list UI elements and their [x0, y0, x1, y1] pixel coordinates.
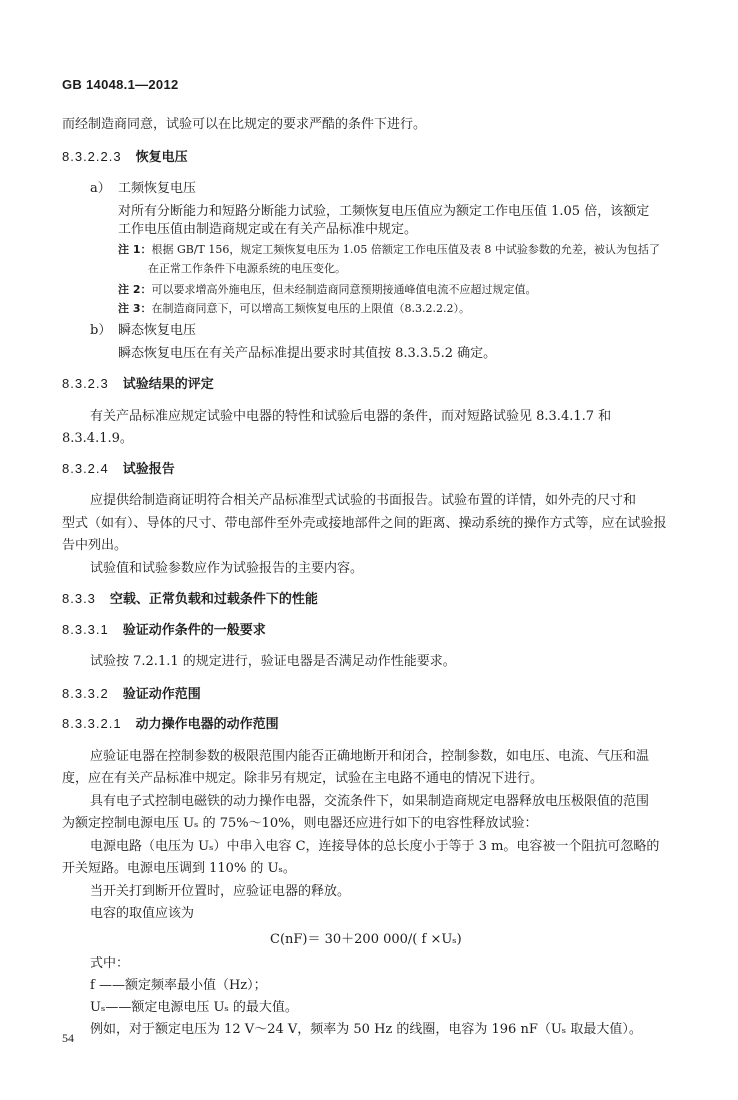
paragraph-line: 电容的取值应该为: [90, 906, 195, 921]
paragraph-line: 瞬态恢复电压在有关产品标准提出要求时其值按 8.3.3.5.2 确定。: [118, 346, 497, 361]
paragraph-line: 对所有分断能力和短路分断能力试验，工频恢复电压值应为额定工作电压值 1.05 倍，该额定: [118, 204, 650, 219]
paragraph-line: 有关产品标准应规定试验中电器的特性和试验后电器的条件，而对短路试验见 8.3.4.1.7 和: [90, 409, 612, 424]
section-number: 8.3.2.4: [62, 461, 109, 476]
note-label: 注 1：: [118, 243, 152, 256]
paragraph-line: 应提供给制造商证明符合相关产品标准型式试验的书面报告。试验布置的详情，如外壳的尺寸和: [90, 493, 637, 508]
paragraph-line: 8.3.4.1.9。: [62, 431, 133, 446]
paragraph-line: 试验按 7.2.1.1 的规定进行，验证电器是否满足动作性能要求。: [90, 654, 456, 669]
section-number: 8.3.3.1: [62, 622, 109, 637]
list-marker-b: b）: [90, 323, 112, 338]
section-title: 动力操作电器的动作范围: [135, 717, 279, 732]
formula: C(nF)＝ 30＋200 000/( f ×Uₛ): [270, 932, 462, 947]
paragraph-line: 电源电路（电压为 Uₛ）中串入电容 C，连接导体的总长度小于等于 3 m。电容被一个阻抗可忽略的: [90, 839, 660, 854]
paragraph-line: 试验值和试验参数应作为试验报告的主要内容。: [90, 561, 364, 576]
page-number: 54: [62, 1031, 74, 1045]
section-title: 试验报告: [122, 462, 175, 477]
list-marker-a: a）: [90, 181, 111, 196]
section-heading-8-3-2-4: [62, 461, 175, 478]
list-item-title-b: 瞬态恢复电压: [118, 323, 197, 338]
section-title: 验证动作条件的一般要求: [122, 623, 266, 638]
paragraph-line: 度，应在有关产品标准中规定。除非另有规定，试验在主电路不通电的情况下进行。: [62, 771, 544, 786]
section-title: 验证动作范围: [122, 687, 201, 702]
section-number: 8.3.3: [62, 591, 96, 606]
paragraph-line: 具有电子式控制电磁铁的动力操作电器，交流条件下，如果制造商规定电器释放电压极限值的范围: [90, 794, 650, 809]
section-number: 8.3.3.2: [62, 686, 109, 701]
example-line: 例如，对于额定电压为 12 V～24 V，频率为 50 Hz 的线圈，电容为 196 nF（Uₛ 取最大值）。: [90, 1022, 642, 1037]
paragraph-line: 应验证电器在控制参数的极限范围内能否正确地断开和闭合，控制参数，如电压、电流、气压和温: [90, 749, 650, 764]
list-item-title-a: 工频恢复电压: [118, 181, 197, 196]
note-text: 在正常工作条件下电源系统的电压变化。: [148, 262, 346, 275]
section-title: 恢复电压: [135, 150, 188, 165]
section-number: 8.3.2.3: [62, 376, 109, 391]
section-heading-8-3-2-3: [62, 376, 214, 393]
paragraph-line: 当开关打到断开位置时，应验证电器的释放。: [90, 884, 351, 899]
section-number: 8.3.2.2.3: [62, 149, 122, 164]
note-1: [118, 243, 660, 257]
section-heading-8-3-3: [62, 591, 318, 608]
section-heading-8-3-3-1: [62, 622, 266, 639]
section-heading-8-3-3-2: [62, 686, 201, 703]
definition-u: Uₛ——额定电源电压 Uₛ 的最大值。: [90, 1000, 298, 1015]
paragraph-line: 为额定控制电源电压 Uₛ 的 75%～10%，则电器还应进行如下的电容性释放试验：: [62, 816, 538, 831]
definition-f: f ——额定频率最小值（Hz）；: [90, 978, 267, 993]
paragraph-line: 开关短路。电源电压调到 110% 的 Uₛ。: [62, 861, 296, 876]
section-title: 空载、正常负载和过载条件下的性能: [109, 592, 318, 607]
note-text: 可以要求增高外施电压，但未经制造商同意预期接通峰值电流不应超过规定值。: [151, 283, 537, 296]
section-number: 8.3.3.2.1: [62, 716, 122, 731]
paragraph-line: 型式（如有）、导体的尺寸、带电部件至外壳或接地部件之间的距离、操动系统的操作方式等，应在试验报: [62, 516, 667, 531]
note-text: 根据 GB/T 156，规定工频恢复电压为 1.05 倍额定工作电压值及表 8 中试验参数的允差，被认为包括了: [151, 243, 660, 256]
paragraph-line: 告中列出。: [62, 538, 128, 553]
section-title: 试验结果的评定: [122, 377, 214, 392]
standard-code: GB 14048.1—2012: [62, 77, 179, 92]
paragraph-line: 而经制造商同意，试验可以在比规定的要求严酷的条件下进行。: [62, 117, 427, 132]
where-label: 式中：: [90, 956, 130, 971]
note-text: 在制造商同意下，可以增高工频恢复电压的上限值（8.3.2.2.2）。: [151, 302, 470, 315]
note-label: 注 3：: [118, 302, 152, 315]
note-label: 注 2：: [118, 283, 152, 296]
note-2: [118, 283, 536, 297]
section-heading-8-3-2-2-3: [62, 149, 188, 166]
section-heading-8-3-3-2-1: [62, 716, 279, 733]
note-3: [118, 302, 470, 316]
paragraph-line: 工作电压值由制造商规定或在有关产品标准中规定。: [118, 222, 418, 237]
